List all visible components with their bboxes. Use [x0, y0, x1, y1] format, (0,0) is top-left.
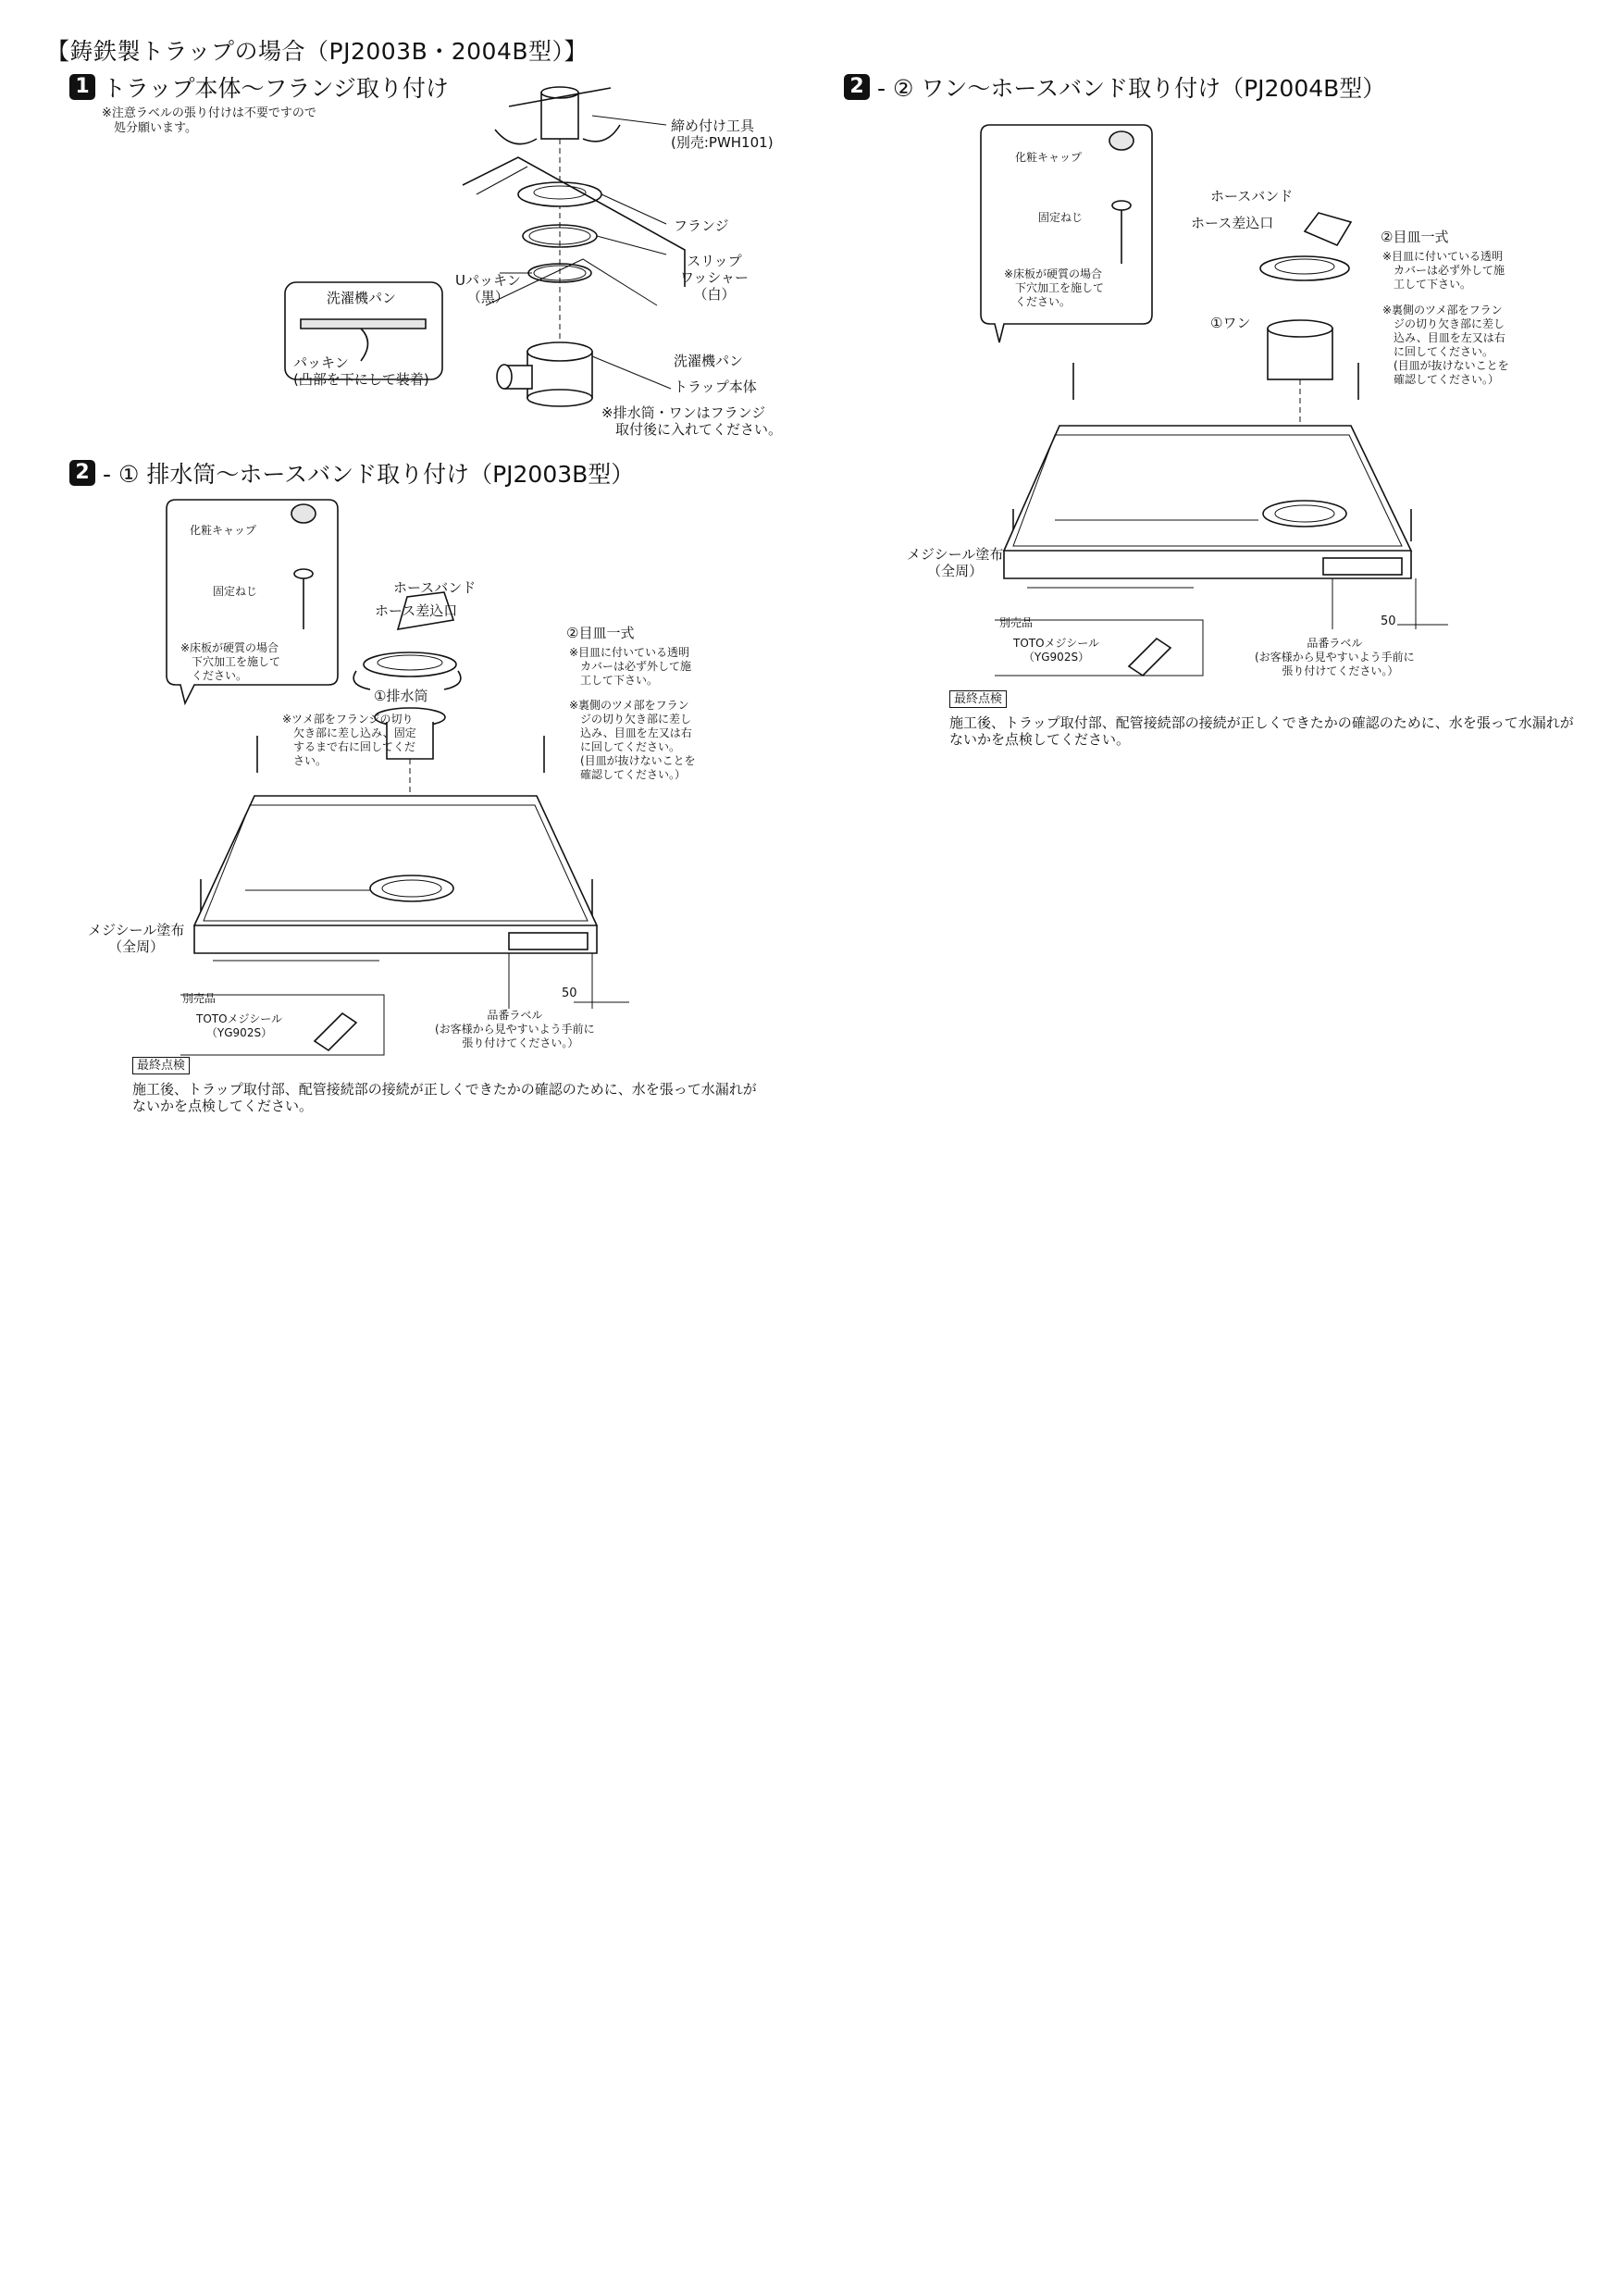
- step2a-plate-note2: ※裏側のツメ部をフラン ジの切り欠き部に差し 込み、目皿を左又は右 に回してください。 (目皿が抜けないことを 確認してください。）: [569, 699, 696, 781]
- step2a-hose-band-label: ホースバンド: [393, 579, 477, 596]
- step1-slip-washer-label: スリップ ワッシャー （白）: [680, 253, 749, 303]
- step2b-heading: - ② ワン〜ホースバンド取り付け（PJ2004B型）: [877, 75, 1386, 102]
- step2a-plate-set-label: ②目皿一式: [566, 625, 635, 641]
- step2b-dim-50: 50: [1381, 614, 1396, 628]
- step2b-meji-label: メジシール塗布 （全周）: [907, 546, 1004, 579]
- step2b-final-check-text: 施工後、トラップ取付部、配管接続部の接続が正しくできたかの確認のために、水を張って水漏れが ないかを点検してください。: [949, 714, 1574, 748]
- step2a-plate-note1: ※目皿に付いている透明 カバーは必ず外して施 工して下さい。: [569, 646, 692, 687]
- step2b-floor-note: ※床板が硬質の場合 下穴加工を施して ください。: [1004, 267, 1105, 308]
- step2b-plate-note2: ※裏側のツメ部をフラン ジの切り欠き部に差し 込み、目皿を左又は右 に回してください。 (目皿が抜けないことを 確認してください。）: [1382, 304, 1509, 386]
- document-title: 【鋳鉄製トラップの場合（PJ2003B・2004B型）】: [46, 38, 588, 65]
- step2b-screw-label: 固定ねじ: [1038, 211, 1084, 224]
- step1-u-packing-label: Uパッキン （黒）: [455, 272, 521, 305]
- step2b-badge: 2: [844, 74, 870, 100]
- step1-inset-packing-label: パッキン (凸部を下にして装着): [293, 354, 429, 388]
- step2a-drain-tube-label: ①排水筒: [374, 688, 428, 704]
- step2b-plate-note1: ※目皿に付いている透明 カバーは必ず外して施 工して下さい。: [1382, 250, 1505, 291]
- step2a-cap-label: 化粧キャップ: [190, 524, 257, 537]
- step2a-final-check-title: 最終点検: [132, 1057, 190, 1074]
- step2b-bowl-label: ①ワン: [1210, 315, 1251, 331]
- step1-note: ※注意ラベルの張り付けは不要ですので 処分願います。: [102, 106, 316, 135]
- step1-tool-label: 締め付け工具 (別売:PWH101): [671, 118, 774, 151]
- step1-badge: 1: [69, 74, 95, 100]
- step2b-plate-set-label: ②目皿一式: [1381, 229, 1449, 245]
- step2a-heading-row: [69, 456, 634, 490]
- step1-pan-label: 洗濯機パン: [674, 353, 744, 369]
- step2b-hose-inlet-label: ホース差込口: [1191, 215, 1274, 231]
- step2a-meji-label: メジシール塗布 （全周）: [88, 922, 185, 955]
- step1-flange-label: フランジ: [674, 217, 729, 234]
- step2a-tube-note: ※ツメ部をフランジの切り 欠き部に差し込み、固定 するまで右に回してくだ さい。: [282, 713, 416, 767]
- step2b-cap-label: 化粧キャップ: [1015, 151, 1083, 164]
- step2b-hose-band-label: ホースバンド: [1210, 188, 1294, 205]
- step1-trap-body-label: トラップ本体: [674, 379, 757, 395]
- step1-inset-pan-label: 洗濯機パン: [327, 290, 397, 306]
- step2a-screw-label: 固定ねじ: [213, 585, 258, 598]
- step2b-final-check-title: 最終点検: [949, 690, 1007, 708]
- step2a-final-check-text: 施工後、トラップ取付部、配管接続部の接続が正しくできたかの確認のために、水を張って水漏れが ないかを点検してください。: [132, 1081, 757, 1114]
- step2a-toto-meji-label: TOTOメジシール （YG902S）: [196, 1012, 283, 1039]
- step2a-hose-inlet-label: ホース差込口: [375, 602, 458, 619]
- step2b-sold-separately: 別売品: [999, 616, 1034, 629]
- step2a-heading: - ① 排水筒〜ホースバンド取り付け（PJ2003B型）: [103, 461, 635, 488]
- step2b-toto-meji-label: TOTOメジシール （YG902S）: [1013, 637, 1100, 664]
- step1-drain-note: ※排水筒・ワンはフランジ 取付後に入れてください。: [601, 404, 783, 438]
- step2a-floor-note: ※床板が硬質の場合 下穴加工を施して ください。: [180, 641, 281, 682]
- step2b-model-label-note: 品番ラベル (お客様から見やすいよう手前に 張り付けてください。）: [1255, 637, 1415, 677]
- step2a-model-label-note: 品番ラベル (お客様から見やすいよう手前に 張り付けてください。）: [435, 1009, 595, 1049]
- step2b-heading-row: [844, 70, 1385, 104]
- step2a-sold-separately: 別売品: [182, 992, 217, 1005]
- step1-heading: トラップ本体〜フランジ取り付け: [103, 75, 449, 102]
- step2a-dim-50: 50: [562, 987, 577, 1000]
- step2a-badge: 2: [69, 460, 95, 486]
